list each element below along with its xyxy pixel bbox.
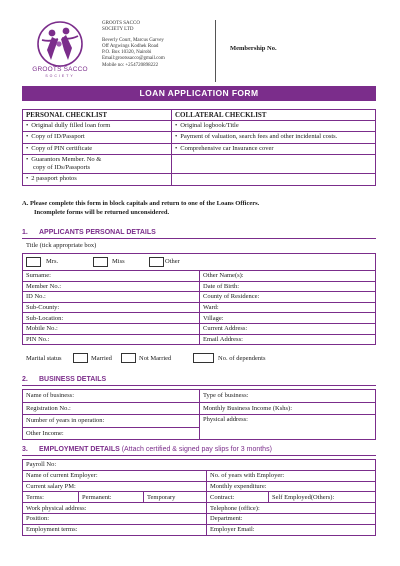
payroll-no-field[interactable]: Payroll No: bbox=[23, 460, 376, 471]
employer-email-field[interactable]: Employer Email: bbox=[207, 524, 376, 535]
years-with-employer-field[interactable]: No. of years with Employer: bbox=[207, 470, 376, 481]
married-label: Married bbox=[91, 355, 112, 362]
monthly-expenditure-field[interactable]: Monthly expenditure: bbox=[207, 481, 376, 492]
mobile-no-field[interactable]: Mobile No.: bbox=[23, 323, 200, 334]
village-field[interactable]: Village: bbox=[200, 313, 376, 324]
date-of-birth-field[interactable]: Date of Birth: bbox=[200, 281, 376, 292]
employment-details-table bbox=[22, 459, 376, 536]
business-type-field[interactable]: Type of business: bbox=[200, 390, 376, 403]
logo-text: GROOTS SACCO bbox=[32, 66, 88, 73]
section-divider bbox=[22, 385, 376, 386]
email-address-field[interactable]: Email Address: bbox=[200, 334, 376, 345]
marital-status-label: Marital status bbox=[26, 355, 62, 362]
other-checkbox[interactable] bbox=[149, 257, 164, 267]
other-names-field[interactable]: Other Name(s): bbox=[200, 271, 376, 282]
other-income-field[interactable]: Other Income: bbox=[23, 427, 200, 440]
sub-county-field[interactable]: Sub-County: bbox=[23, 302, 200, 313]
address-line: Email:grootssacco@gmail.com bbox=[102, 56, 165, 62]
address-line: Off Argwings Kodhek Road bbox=[102, 43, 159, 49]
terms-label: Terms: bbox=[23, 492, 79, 503]
mrs-label: Mrs. bbox=[46, 258, 59, 265]
id-no-field[interactable]: ID No.: bbox=[23, 292, 200, 303]
dependents-label: No. of dependents bbox=[218, 355, 266, 362]
position-field[interactable]: Position: bbox=[23, 513, 207, 524]
collateral-check-item: • Original logbook/Title bbox=[172, 121, 376, 132]
section-employment-heading: 3. EMPLOYMENT DETAILS (Attach certified & signed pay slips for 3 months) bbox=[22, 446, 272, 453]
employment-terms-field[interactable]: Employment terms: bbox=[23, 524, 207, 535]
collateral-check-item bbox=[172, 154, 376, 174]
mrs-checkbox[interactable] bbox=[26, 257, 41, 267]
personal-check-item: • Copy of ID/Passport bbox=[23, 132, 172, 143]
years-in-operation-field[interactable]: Number of years in operation: bbox=[23, 415, 200, 428]
other-label: Other bbox=[165, 258, 180, 265]
contract-option[interactable]: Contract: bbox=[207, 492, 269, 503]
collateral-check-item: • Payment of valuation, search fees and other incidental costs. bbox=[172, 132, 376, 143]
member-no-field[interactable]: Member No.: bbox=[23, 281, 200, 292]
county-field[interactable]: County of Residence: bbox=[200, 292, 376, 303]
employment-subtitle: (Attach certified & signed pay slips for 3 months) bbox=[121, 446, 272, 453]
business-name-field[interactable]: Name of business: bbox=[23, 390, 200, 403]
temporary-option[interactable]: Temporary bbox=[144, 492, 207, 503]
sub-location-field[interactable]: Sub-Location: bbox=[23, 313, 200, 324]
personal-details-table bbox=[22, 270, 376, 345]
work-address-field[interactable]: Work physical address: bbox=[23, 503, 207, 514]
checklist-table bbox=[22, 109, 376, 186]
address-line: Mobile no: +254720898222 bbox=[102, 62, 159, 68]
title-hint: Title (tick appropriate box) bbox=[26, 242, 97, 249]
registration-no-field[interactable]: Registration No.: bbox=[23, 402, 200, 415]
note-line: A. Please complete this form in block capitals and return to one of the Loans Officers. bbox=[22, 200, 260, 207]
org-address bbox=[102, 21, 212, 69]
physical-address-field[interactable]: Physical address: bbox=[200, 415, 376, 440]
not-married-label: Not Married bbox=[139, 355, 172, 362]
ward-field[interactable]: Ward: bbox=[200, 302, 376, 313]
current-address-field[interactable]: Current Address: bbox=[200, 323, 376, 334]
personal-check-item: • Copy of PIN certificate bbox=[23, 143, 172, 154]
department-field[interactable]: Department: bbox=[207, 513, 376, 524]
pin-no-field[interactable]: PIN No.: bbox=[23, 334, 200, 345]
title-options-cell bbox=[23, 254, 376, 271]
org-name-line: GROOTS SACCO bbox=[102, 21, 140, 26]
miss-label: Miss bbox=[112, 258, 125, 265]
employer-name-field[interactable]: Name of current Employer: bbox=[23, 470, 207, 481]
note-line: Incomplete forms will be returned unconsidered. bbox=[34, 208, 170, 216]
personal-checklist-header: PERSONAL CHECKLIST bbox=[23, 110, 172, 121]
collateral-check-item bbox=[172, 174, 376, 185]
logo-subtext: SOCIETY bbox=[45, 74, 75, 78]
personal-check-item: • Guarantors Member. No & copy of IDs/Passports bbox=[23, 154, 172, 174]
collateral-checklist-header: COLLATERAL CHECKLIST bbox=[172, 110, 376, 121]
section-divider bbox=[22, 238, 376, 239]
monthly-income-field[interactable]: Monthly Business Income (Kshs): bbox=[200, 402, 376, 415]
section-divider bbox=[22, 455, 376, 456]
dependents-count-box[interactable] bbox=[193, 353, 214, 363]
org-name-line: SOCIETY LTD bbox=[102, 27, 134, 33]
personal-check-item: • Original dully filled loan form bbox=[23, 121, 172, 132]
married-checkbox[interactable] bbox=[73, 353, 88, 363]
business-details-table bbox=[22, 389, 376, 440]
address-line: Beverly Court, Marcus Garvey bbox=[102, 37, 164, 43]
permanent-option[interactable]: Permanent: bbox=[79, 492, 144, 503]
collateral-check-item: • Comprehensive car Insurance cover bbox=[172, 143, 376, 154]
self-employed-option[interactable]: Self Employed(Others): bbox=[269, 492, 376, 503]
miss-checkbox[interactable] bbox=[93, 257, 108, 267]
section-business-heading: 2. BUSINESS DETAILS bbox=[22, 376, 107, 383]
title-selection-row bbox=[22, 253, 376, 271]
surname-field[interactable]: Surname: bbox=[23, 271, 200, 282]
instructions-note bbox=[22, 200, 259, 218]
address-line: P.O. Box 10320, Nairobi bbox=[102, 50, 152, 56]
personal-check-item: • 2 passport photos bbox=[23, 174, 172, 185]
not-married-checkbox[interactable] bbox=[121, 353, 136, 363]
header-divider bbox=[215, 20, 216, 82]
current-salary-field[interactable]: Current salary PM: bbox=[23, 481, 207, 492]
section-personal-heading: 1. APPLICANTS PERSONAL DETAILS bbox=[22, 229, 156, 236]
office-telephone-field[interactable]: Telephone (office): bbox=[207, 503, 376, 514]
membership-number-field[interactable]: Membership No. bbox=[230, 45, 277, 52]
form-title: LOAN APPLICATION FORM bbox=[22, 86, 376, 101]
